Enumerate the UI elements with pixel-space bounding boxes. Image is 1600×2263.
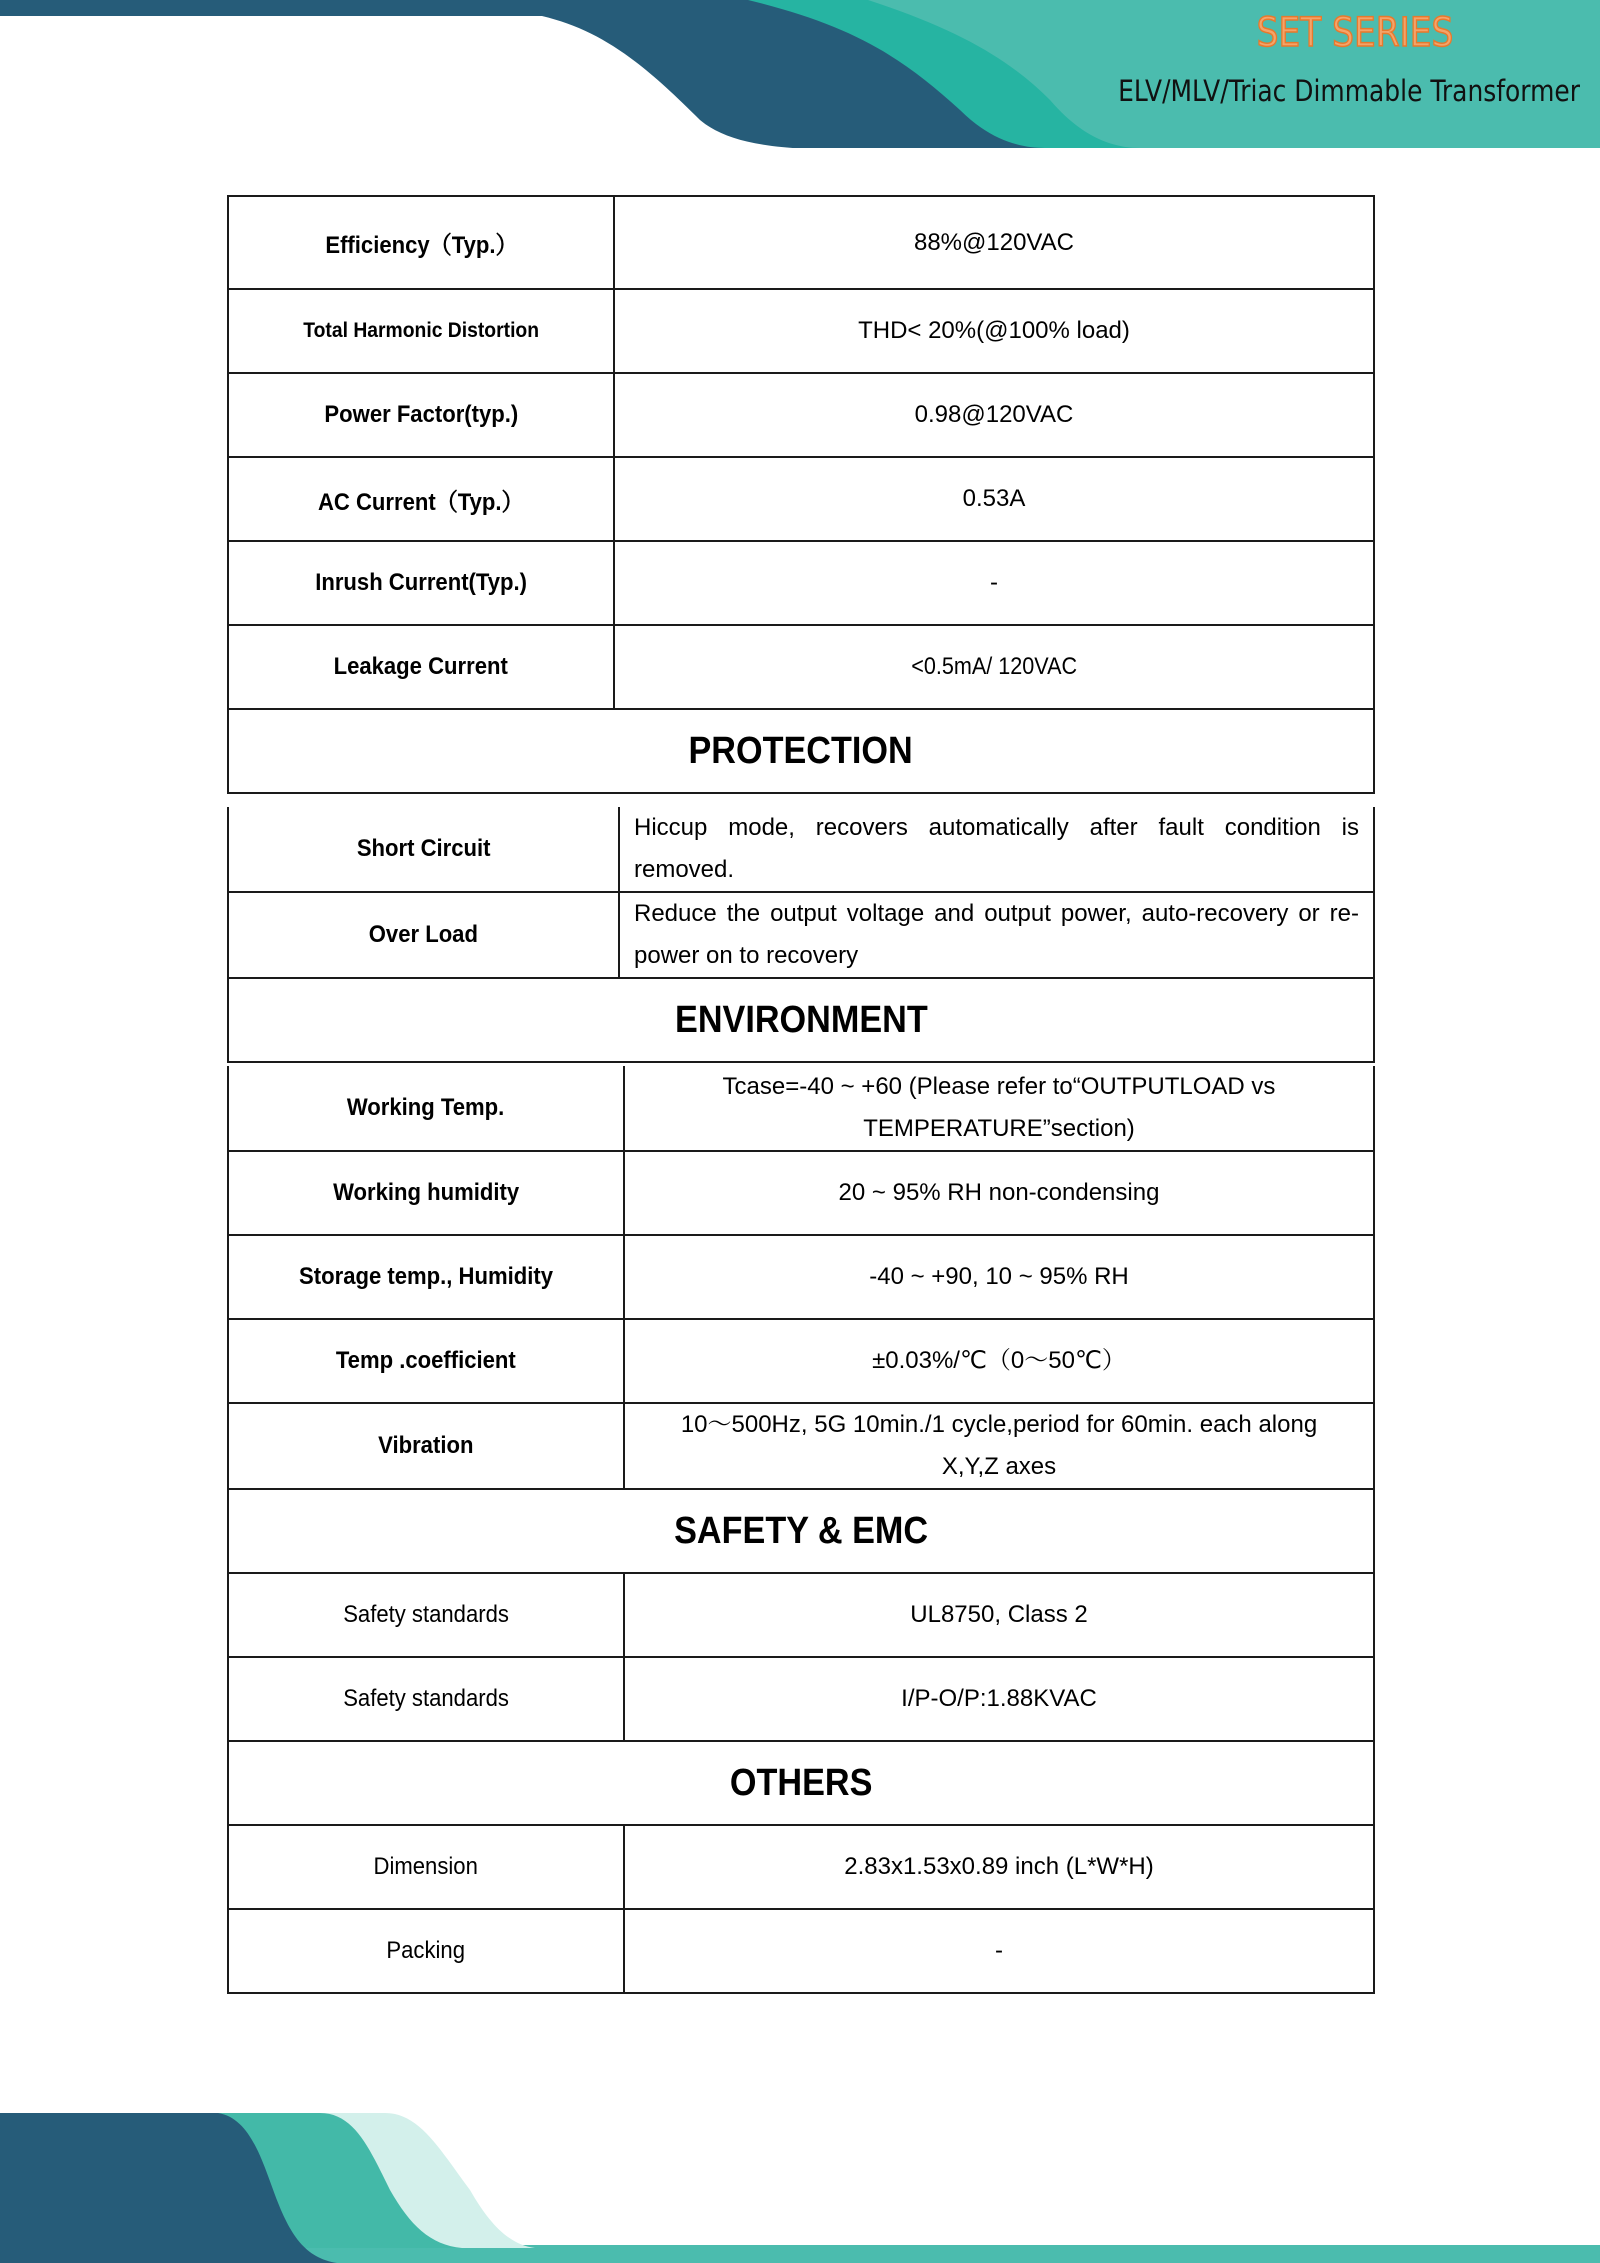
spec-value: -: [614, 541, 1374, 625]
product-subtitle: ELV/MLV/Triac Dimmable Transformer: [1118, 74, 1580, 108]
value-line: Tcase=-40 ~ +60 (Please refer to“OUTPUTLOAD vs: [722, 1073, 1276, 1100]
table-row: [228, 541, 1374, 625]
section-heading-others: [228, 1741, 1374, 1825]
label-text: Working Temp.: [347, 1094, 505, 1121]
spec-table: [227, 195, 1375, 794]
table-row: [228, 625, 1374, 709]
label-text: Packing: [386, 1937, 466, 1964]
spec-label: [228, 457, 614, 541]
label-text: Short Circuit: [356, 835, 491, 862]
spec-label: [228, 1403, 624, 1489]
spec-value: UL8750, Class 2: [624, 1573, 1374, 1657]
spec-label: [228, 1319, 624, 1403]
label-text: Over Load: [368, 921, 479, 948]
section-row-others: [228, 1741, 1374, 1825]
section-heading-protection: [228, 709, 1374, 793]
spec-label: [228, 1573, 624, 1657]
table-row: [228, 892, 1374, 978]
label-text: AC Current（Typ.）: [318, 488, 524, 516]
spec-label: [228, 373, 614, 457]
section-heading-environment: [228, 978, 1374, 1062]
spec-label: [228, 892, 619, 978]
spec-value: 2.83x1.53x0.89 inch (L*W*H): [624, 1825, 1374, 1909]
spec-label: [228, 625, 614, 709]
table-row: [228, 1319, 1374, 1403]
label-text: Total Harmonic Distortion: [303, 319, 539, 342]
spec-value: -40 ~ +90, 10 ~ 95% RH: [624, 1235, 1374, 1319]
label-text: Temp .coefficient: [336, 1347, 516, 1374]
section-title: PROTECTION: [688, 729, 914, 772]
value-line: 10～500Hz, 5G 10min./1 cycle,period for 60min. each along: [680, 1411, 1318, 1438]
label-text: Efficiency（Typ.）: [324, 232, 518, 259]
label-text: Working humidity: [332, 1179, 520, 1206]
spec-value: [614, 625, 1374, 709]
value-text: <0.5mA/ 120VAC: [911, 653, 1077, 680]
spec-value: 20 ~ 95% RH non-condensing: [624, 1151, 1374, 1235]
spec-label: [228, 1066, 624, 1151]
spec-table-environment: [227, 1066, 1375, 1994]
section-row-safety: [228, 1489, 1374, 1573]
table-row: [228, 373, 1374, 457]
spec-value: 0.53A: [614, 457, 1374, 541]
table-row: [228, 807, 1374, 892]
spec-label: [228, 1909, 624, 1993]
section-row-protection: [228, 709, 1374, 793]
value-line: TEMPERATURE”section): [863, 1115, 1135, 1142]
table-row: [228, 289, 1374, 373]
spec-table-protection: [227, 807, 1375, 1063]
spec-label: [228, 541, 614, 625]
spec-value: ±0.03%/℃（0～50℃）: [624, 1319, 1374, 1403]
section-row-environment: [228, 978, 1374, 1062]
spec-value: 0.98@120VAC: [614, 373, 1374, 457]
spec-label: [228, 289, 614, 373]
spec-value: 88%@120VAC: [614, 196, 1374, 289]
spec-label: [228, 1151, 624, 1235]
table-row: [228, 1235, 1374, 1319]
spec-label: [228, 196, 614, 289]
spec-value: THD< 20%(@100% load): [614, 289, 1374, 373]
label-text: Safety standards: [343, 1685, 509, 1712]
table-row: [228, 457, 1374, 541]
label-text: Inrush Current(Typ.): [315, 569, 527, 596]
table-row: [228, 1825, 1374, 1909]
spec-label: [228, 1235, 624, 1319]
label-text: Power Factor(typ.): [324, 401, 518, 428]
spec-label: [228, 1825, 624, 1909]
label-text: Leakage Current: [333, 653, 509, 680]
section-title: ENVIRONMENT: [674, 998, 928, 1041]
table-row: [228, 1657, 1374, 1741]
spec-label: [228, 1657, 624, 1741]
spec-value: [624, 1066, 1374, 1151]
table-row: [228, 196, 1374, 289]
spec-value: -: [624, 1909, 1374, 1993]
table-row: [228, 1403, 1374, 1489]
spec-value: I/P-O/P:1.88KVAC: [624, 1657, 1374, 1741]
label-text: Safety standards: [343, 1601, 509, 1628]
label-text: Dimension: [373, 1853, 479, 1880]
table-row: [228, 1573, 1374, 1657]
section-title: OTHERS: [729, 1761, 873, 1804]
section-title: SAFETY & EMC: [674, 1509, 928, 1552]
value-line: X,Y,Z axes: [941, 1453, 1057, 1480]
table-row: [228, 1066, 1374, 1151]
label-text: Storage temp., Humidity: [299, 1263, 553, 1290]
spec-value: Reduce the output voltage and output power, auto-recovery or re-power on to recovery: [619, 892, 1374, 978]
spec-value: Hiccup mode, recovers automatically after fault condition is removed.: [619, 807, 1374, 892]
spec-label: [228, 807, 619, 892]
section-heading-safety: [228, 1489, 1374, 1573]
table-row: [228, 1909, 1374, 1993]
spec-value: [624, 1403, 1374, 1489]
series-title: SET SERIES: [1256, 10, 1454, 56]
table-row: [228, 1151, 1374, 1235]
footer-wave-banner: [0, 2100, 1600, 2263]
label-text: Vibration: [378, 1432, 474, 1459]
